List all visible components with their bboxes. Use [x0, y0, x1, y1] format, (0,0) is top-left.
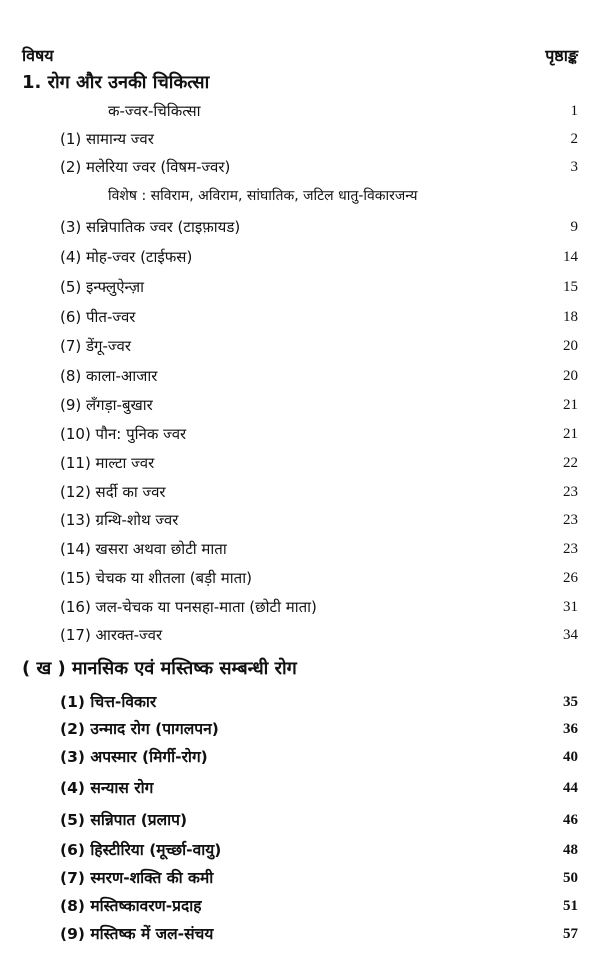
toc-entry-label: (9) मस्तिष्क में जल-संचय — [60, 925, 214, 943]
toc-entry-label: (6) हिस्टीरिया (मूर्च्छा-वायु) — [60, 841, 222, 859]
toc-row — [0, 364, 600, 388]
section-ka-label: क-ज्वर-चिकित्सा — [108, 102, 201, 120]
toc-entry-label: (11) माल्टा ज्वर — [60, 454, 155, 472]
toc-row — [0, 537, 600, 561]
toc-note-row — [0, 184, 600, 208]
toc-entry-page: 20 — [563, 368, 578, 384]
section-ka-row — [0, 99, 600, 123]
toc-entry-page: 35 — [563, 694, 578, 710]
toc-entry-label: (2) मलेरिया ज्वर (विषम-ज्वर) — [60, 158, 231, 176]
toc-row — [0, 334, 600, 358]
toc-entry-label: (1) सामान्य ज्वर — [60, 130, 154, 148]
toc-entry-page: 21 — [563, 397, 578, 413]
toc-row — [0, 745, 600, 769]
toc-entry-label: (4) मोह-ज्वर (टाईफस) — [60, 248, 193, 266]
toc-entry-page: 3 — [570, 159, 578, 175]
toc-entry-page: 2 — [570, 131, 578, 147]
toc-entry-page: 22 — [563, 455, 578, 471]
toc-entry-page: 9 — [570, 219, 578, 235]
toc-entry-page: 36 — [563, 721, 578, 737]
toc-note-label: विशेष : सविराम, अविराम, सांघातिक, जटिल धातु-विकारजन्य — [108, 188, 418, 204]
toc-entry-label: (3) सन्निपातिक ज्वर (टाइफ़ायड) — [60, 218, 241, 236]
toc-entry-label: (8) काला-आजार — [60, 367, 158, 385]
toc-entry-page: 23 — [563, 484, 578, 500]
toc-entry-label: (7) स्मरण-शक्ति की कमी — [60, 869, 214, 887]
toc-entry-page: 18 — [563, 309, 578, 325]
toc-entry-label: (5) सन्निपात (प्रलाप) — [60, 811, 188, 829]
page-column-header: पृष्ठाङ्क — [545, 46, 578, 65]
toc-entry-page: 51 — [563, 898, 578, 914]
toc-row — [0, 245, 600, 269]
toc-entry-label: (17) आरक्त-ज्वर — [60, 626, 163, 644]
toc-entry-page: 31 — [563, 599, 578, 615]
toc-entry-label: (5) इन्फ्लुऐन्ज़ा — [60, 278, 144, 296]
toc-entry-label: (7) डेंगू-ज्वर — [60, 337, 131, 355]
toc-entry-page: 46 — [563, 812, 578, 828]
toc-entry-page: 15 — [563, 279, 578, 295]
toc-row — [0, 717, 600, 741]
toc-entry-page: 50 — [563, 870, 578, 886]
toc-entry-page: 21 — [563, 426, 578, 442]
toc-row — [0, 451, 600, 475]
toc-row — [0, 866, 600, 890]
toc-entry-label: (1) चित्त-विकार — [60, 693, 157, 711]
toc-entry-page: 57 — [563, 926, 578, 942]
toc-row — [0, 690, 600, 714]
toc-entry-page: 23 — [563, 541, 578, 557]
toc-row — [0, 838, 600, 862]
toc-row — [0, 393, 600, 417]
toc-entry-label: (3) अपस्मार (मिर्गी-रोग) — [60, 748, 208, 766]
toc-entry-label: (9) लँगड़ा-बुखार — [60, 396, 153, 414]
toc-row — [0, 215, 600, 239]
toc-entry-label: (14) खसरा अथवा छोटी माता — [60, 540, 227, 558]
toc-entry-page: 23 — [563, 512, 578, 528]
toc-entry-label: (13) ग्रन्थि-शोथ ज्वर — [60, 511, 179, 529]
toc-row — [0, 480, 600, 504]
toc-entry-label: (4) सन्यास रोग — [60, 779, 154, 797]
toc-entry-page: 34 — [563, 627, 578, 643]
toc-entry-label: (2) उन्माद रोग (पागलपन) — [60, 720, 219, 738]
toc-entry-label: (15) चेचक या शीतला (बड़ी माता) — [60, 569, 252, 587]
toc-entry-label: (8) मस्तिष्कावरण-प्रदाह — [60, 897, 202, 915]
subject-column-header: विषय — [22, 46, 54, 65]
toc-row — [0, 127, 600, 151]
toc-entry-label: (12) सर्दी का ज्वर — [60, 483, 166, 501]
toc-row — [0, 155, 600, 179]
section-ka-page: 1 — [570, 103, 578, 119]
toc-row — [0, 776, 600, 800]
toc-entry-page: 14 — [563, 249, 578, 265]
toc-entry-label: (16) जल-चेचक या पनसहा-माता (छोटी माता) — [60, 598, 317, 616]
toc-row — [0, 275, 600, 299]
chapter-1-title: 1. रोग और उनकी चिकित्सा — [22, 72, 210, 93]
toc-entry-label: (10) पौन: पुनिक ज्वर — [60, 425, 187, 443]
toc-row — [0, 508, 600, 532]
toc-entry-page: 20 — [563, 338, 578, 354]
toc-entry-page: 48 — [563, 842, 578, 858]
toc-entry-label: (6) पीत-ज्वर — [60, 308, 136, 326]
toc-row — [0, 894, 600, 918]
toc-row — [0, 422, 600, 446]
toc-entry-page: 40 — [563, 749, 578, 765]
toc-entry-page: 26 — [563, 570, 578, 586]
toc-row — [0, 305, 600, 329]
section-kha-title: ( ख ) मानसिक एवं मस्तिष्क सम्बन्धी रोग — [22, 658, 297, 679]
toc-row — [0, 566, 600, 590]
toc-row — [0, 595, 600, 619]
toc-row — [0, 623, 600, 647]
toc-entry-page: 44 — [563, 780, 578, 796]
toc-row — [0, 808, 600, 832]
toc-row — [0, 922, 600, 946]
